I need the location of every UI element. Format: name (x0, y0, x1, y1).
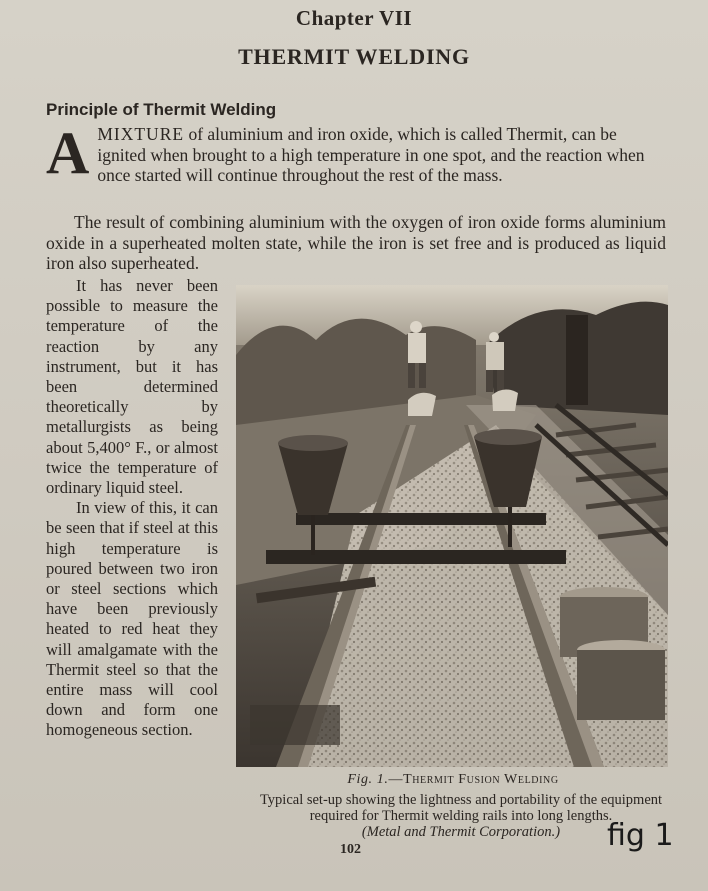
paragraph-temperature: It has never been possible to measure the temperature of the reaction by any instrument, but it has been determined theoretically by metallurgists as being about 5,400° F., or almost twice the temperature of ordinary liquid steel. (46, 276, 218, 498)
paragraph-result: The result of combining aluminium with the oxygen of iron oxide forms aluminium oxide in a superheated molten state, while the iron is set free and is produced as liquid iron also superheated. (46, 212, 666, 273)
page-number: 102 (340, 842, 361, 857)
figure-credit: (Metal and Thermit Corporation.) (361, 824, 561, 840)
chapter-heading: Chapter VII (295, 6, 413, 30)
figure-label: Fig. 1. (347, 772, 389, 787)
drop-cap: A (46, 120, 90, 186)
paragraph-intro (46, 120, 666, 186)
section-heading: Principle of Thermit Welding (46, 100, 277, 119)
figure-annotation: fig 1 (607, 818, 674, 853)
figure-title (238, 772, 668, 788)
text-column (46, 276, 218, 741)
intro-text: of aluminium and iron oxide, which is called Thermit, can be ignited when brought to a high temperature in one spot, and the reaction when once started will continue throughout the rest of the mass. (97, 124, 645, 185)
figure-title-text: —Thermit Fusion Welding (388, 772, 559, 787)
rail-welding-photo (236, 285, 668, 767)
intro-first-word: MIXTURE (97, 124, 185, 144)
chapter-title: THERMIT WELDING (238, 44, 470, 69)
figure-caption-text: Typical set-up showing the lightness and portability of the equipment required for Thermit welding rails into long lengths. (259, 792, 663, 824)
paragraph-amalgamate: In view of this, it can be seen that if steel at this high temperature is poured between two iron or steel sections which have been previously heated to red heat they will amalgamate with the Thermit steel so that the entire mass will cool down and form one homogeneous section. (46, 498, 218, 740)
